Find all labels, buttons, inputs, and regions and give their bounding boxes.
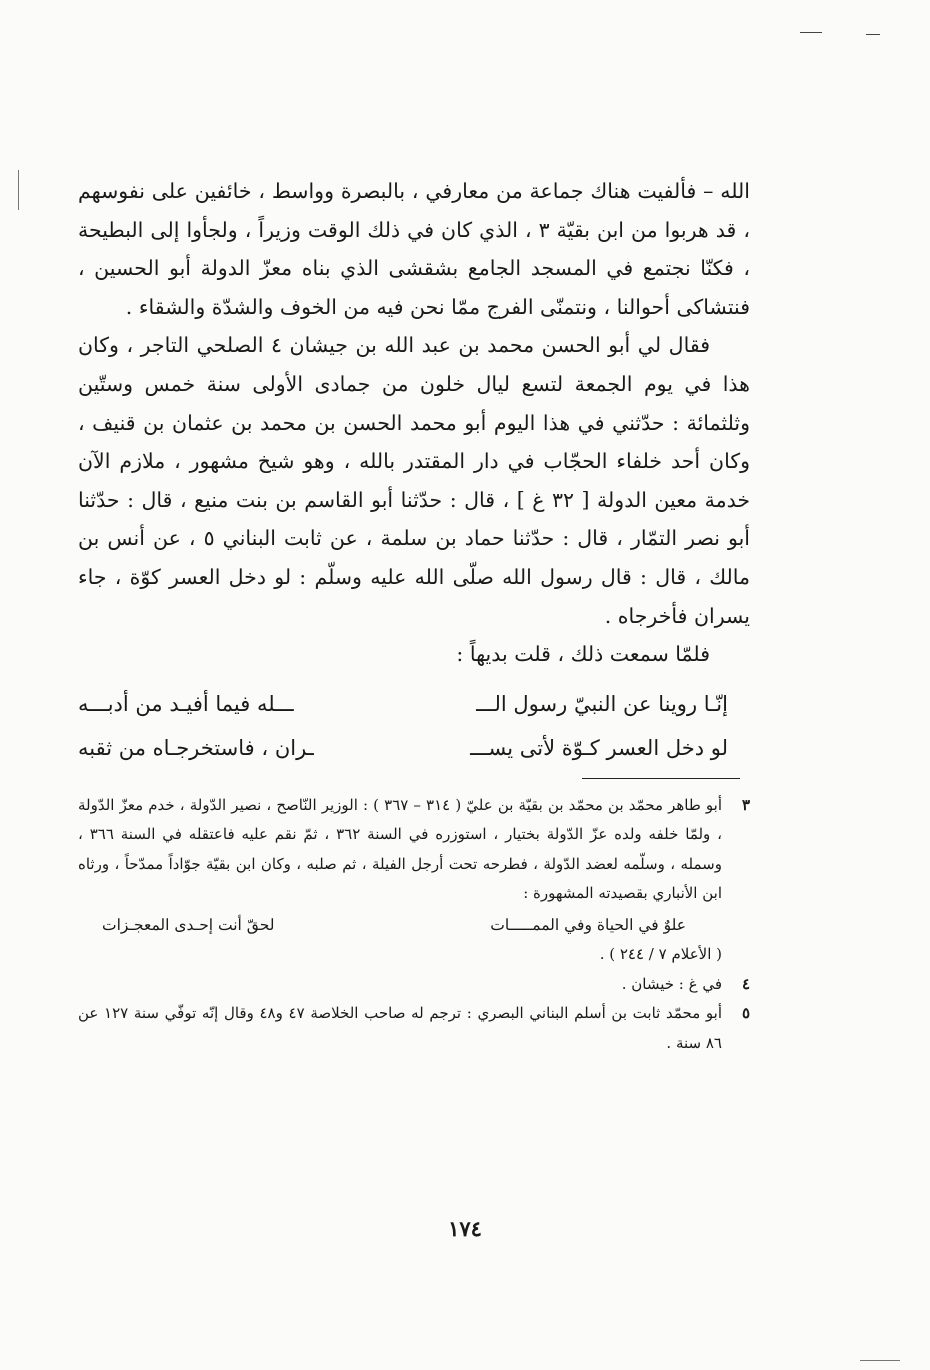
- footnote-number: ٣: [741, 795, 750, 814]
- poem-verse: [78, 682, 728, 726]
- footnote-verse-first: علوٌ في الحياة وفي الممـــــات: [490, 915, 686, 934]
- footnote-number: ٥: [741, 1004, 750, 1023]
- footnote: [78, 791, 750, 970]
- paragraph-3: فلمّا سمعت ذلك ، قلت بديهاً :: [456, 642, 710, 667]
- scan-mark-left: [18, 170, 19, 210]
- scan-mark-top-right: [866, 34, 880, 35]
- poem-hemistich-first: إنّـا روينا عن النبيّ رسول الـــ: [476, 691, 728, 716]
- poem-hemistich-second: ـران ، فاستخرجـاه من ثقبه: [78, 735, 314, 760]
- footnote-separator: [582, 778, 740, 779]
- poem-hemistich-second: ـــله فيما أفيـد من أدبـــه: [78, 691, 294, 716]
- poem-hemistich-first: لو دخل العسر كـوّة لأتى يســـ: [470, 735, 728, 760]
- footnote: [78, 999, 750, 1058]
- footnote-text: في غ : خيشان .: [621, 974, 722, 993]
- footnote-body: [78, 791, 722, 970]
- footnote-citation: ( الأعلام ٧ / ٢٤٤ ) .: [599, 945, 722, 964]
- book-page: [78, 172, 750, 1058]
- footnote: [78, 970, 750, 1000]
- footnote-number: ٤: [741, 974, 750, 993]
- footnotes: [78, 791, 750, 1059]
- scan-mark-top: [800, 32, 822, 33]
- poem-verse: [78, 726, 728, 770]
- main-text: [78, 172, 750, 674]
- footnote-text: أبو محمّد ثابت بن أسلم البناني البصري : ترجم له صاحب الخلاصة ٤٧ و٤٨ وقال إنّه توفّي سنة ١٢٧ عن ٨٦ سنة .: [78, 1004, 722, 1052]
- footnote-verse-second: لحقّ أنت إحـدى المعجـزات: [102, 915, 275, 934]
- scan-mark-bottom: [860, 1360, 900, 1361]
- paragraph-2: فقال لي أبو الحسن محمد بن عبد الله بن جيشان ٤ الصلحي التاجر ، وكان هذا في يوم الجمعة لتسع ليال خلون من جمادى الأولى سنة خمس وستّين وثلثمائة : حدّثني في هذا اليوم أبو محمد الحسن بن محمد بن عثمان بن قنيف ، وكان أحد خلفاء الحجّاب في دار المقتدر بالله ، وهو شيخ مشهور ، ملازم الآن خدمة معين الدولة [ ٣٢ غ ] ، قال : حدّثنا أبو القاسم بن بنت منيع ، قال : حدّثنا أبو نصر التمّار ، قال : حدّثنا حماد بن سلمة ، عن ثابت البناني ٥ ، عن أنس بن مالك ، قال : قال رسول الله صلّى الله عليه وسلّم : لو دخل العسر كوّة ، جاء يسران فأخرجاه .: [78, 333, 751, 628]
- footnote-text: أبو طاهر محمّد بن محمّد بن بقيّة بن عليّ ( ٣١٤ – ٣٦٧ ) : الوزير النّاصح ، نصير الدّولة ، خدم معزّ الدّولة ، ولمّا خلفه ولده عزّ الدّولة بختيار ، استوزره في السنة ٣٦٢ ، ثمّ نقم عليه فاعتقله في السنة ٣٦٦ ، وسمله ، وسلّمه لعضد الدّولة ، فطرحه تحت أرجل الفيلة ، ثم صلبه ، وكان ابن بقيّة جوّاداً ممدّحاً ، ورثاه ابن الأنباري بقصيدته المشهورة :: [78, 795, 723, 903]
- page-number: ١٧٤: [448, 1216, 482, 1241]
- poem: [78, 682, 728, 770]
- paragraph-1: الله – فألفيت هناك جماعة من معارفي ، بالبصرة وواسط ، خائفين على نفوسهم ، قد هربوا من ابن بقيّة ٣ ، الذي كان في ذلك الوقت وزيراً ، ولجأوا إلى البطيحة ، فكنّا نجتمع في المسجد الجامع بشقشى الذي بناه معزّ الدولة أبو الحسين ، فنتشاكى أحوالنا ، ونتمنّى الفرج ممّا نحن فيه من الخوف والشدّة والشقاء .: [78, 179, 751, 319]
- footnote-verse: [102, 911, 686, 941]
